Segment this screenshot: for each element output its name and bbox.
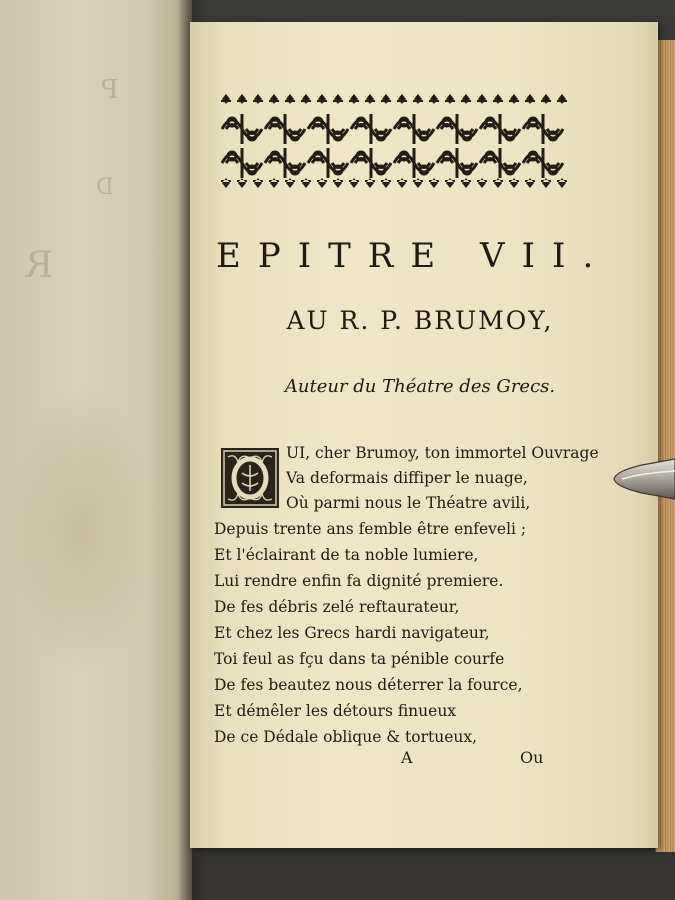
scroll-curl (334, 166, 342, 174)
poem-line: Et l'éclairant de ta noble lumiere, (214, 546, 479, 564)
fleuron (477, 94, 487, 104)
left-page-verso (0, 0, 192, 900)
poem-line: Va deformais diffiper le nuage, (286, 469, 528, 487)
scroll-curl (314, 118, 322, 126)
fleuron (349, 178, 359, 188)
fleuron (477, 178, 487, 188)
scroll-curl (271, 118, 279, 126)
scroll-curl (506, 132, 514, 140)
fleuron (237, 178, 247, 188)
scroll-curl (357, 152, 365, 160)
scroll-curl (486, 118, 494, 126)
poem-line: Et démêler les détours finueux (214, 702, 457, 720)
scroll-curl (529, 152, 537, 160)
scroll-curl (248, 166, 256, 174)
fleuron (253, 94, 263, 104)
scroll-curl (228, 118, 236, 126)
fleuron (237, 94, 247, 104)
subtitle: Auteur du Théatre des Grecs. (284, 376, 556, 397)
fleuron (557, 94, 567, 104)
fleuron (525, 178, 535, 188)
fleuron (333, 178, 343, 188)
fleuron (301, 94, 311, 104)
scroll-curl (400, 152, 408, 160)
fleuron (429, 94, 439, 104)
scroll-curl (420, 166, 428, 174)
fleuron (269, 94, 279, 104)
fleuron (461, 178, 471, 188)
scroll-curl (334, 132, 342, 140)
scroll-curl (549, 132, 557, 140)
paper-stain (10, 380, 150, 680)
fleuron (285, 94, 295, 104)
fleuron (445, 178, 455, 188)
poem-line: Et chez les Grecs hardi navigateur, (214, 624, 490, 642)
fleuron (397, 178, 407, 188)
scroll-curl (291, 132, 299, 140)
fleuron (509, 94, 519, 104)
fleuron (429, 178, 439, 188)
scroll-curl (463, 132, 471, 140)
scroll-curl (291, 166, 299, 174)
scroll-curl (506, 166, 514, 174)
page-edges (655, 40, 675, 852)
chapter-title: EPITRE VII. (216, 236, 611, 276)
fleuron (525, 94, 535, 104)
scroll-curl (420, 132, 428, 140)
fleuron (461, 94, 471, 104)
fleuron (349, 94, 359, 104)
fleuron (541, 178, 551, 188)
poem-line: Toi feul as fçu dans ta pénible courfe (214, 650, 505, 668)
fleuron (557, 178, 567, 188)
fleuron-headpiece-icon (218, 92, 570, 190)
fleuron (221, 178, 231, 188)
scroll-curl (443, 118, 451, 126)
scroll-curl (377, 166, 385, 174)
scroll-curl (357, 118, 365, 126)
fleuron (253, 178, 263, 188)
fleuron (269, 178, 279, 188)
fleuron (445, 94, 455, 104)
fleuron (413, 178, 423, 188)
fleuron (317, 94, 327, 104)
scroll-curl (400, 118, 408, 126)
poem-line: Lui rendre enfin fa dignité premiere. (214, 572, 504, 590)
scroll-curl (529, 118, 537, 126)
fleuron (285, 178, 295, 188)
scroll-curl (314, 152, 322, 160)
poem-line: De fes débris zelé reftaurateur, (214, 598, 460, 616)
scroll-curl (549, 166, 557, 174)
fleuron (221, 94, 231, 104)
scroll-curl (228, 152, 236, 160)
fleuron (317, 178, 327, 188)
showthrough-text: P (95, 75, 119, 105)
scroll-curl (463, 166, 471, 174)
poem-line: UI, cher Brumoy, ton immortel Ouvrage (286, 444, 599, 462)
fleuron (541, 94, 551, 104)
poem-line: Depuis trente ans femble être enfeveli ; (214, 520, 527, 538)
scroll-curl (248, 132, 256, 140)
fleuron (397, 94, 407, 104)
fleuron (333, 94, 343, 104)
fleuron (493, 178, 503, 188)
scroll-curl (443, 152, 451, 160)
signature-mark: A (401, 748, 413, 767)
showthrough-text: D (90, 175, 114, 200)
fleuron (381, 178, 391, 188)
fleuron (301, 178, 311, 188)
fleuron (413, 94, 423, 104)
scroll-curl (377, 132, 385, 140)
fleuron (493, 94, 503, 104)
scroll-curl (486, 152, 494, 160)
fleuron (365, 94, 375, 104)
poem-line: De fes beautez nous déterrer la fource, (214, 676, 523, 694)
scroll-curl (271, 152, 279, 160)
metal-bookmark-clasp-icon (612, 455, 675, 503)
addressee-heading: AU R. P. BRUMOY, (286, 306, 554, 335)
fleuron (365, 178, 375, 188)
poem-line: Où parmi nous le Théatre avili, (286, 494, 531, 512)
showthrough-text: R (20, 245, 54, 286)
catchword: Ou (520, 748, 544, 767)
fleuron (509, 178, 519, 188)
floral-initial-frame-icon (220, 447, 280, 509)
fleuron (381, 94, 391, 104)
poem-line: De ce Dédale oblique & tortueux, (214, 728, 478, 746)
